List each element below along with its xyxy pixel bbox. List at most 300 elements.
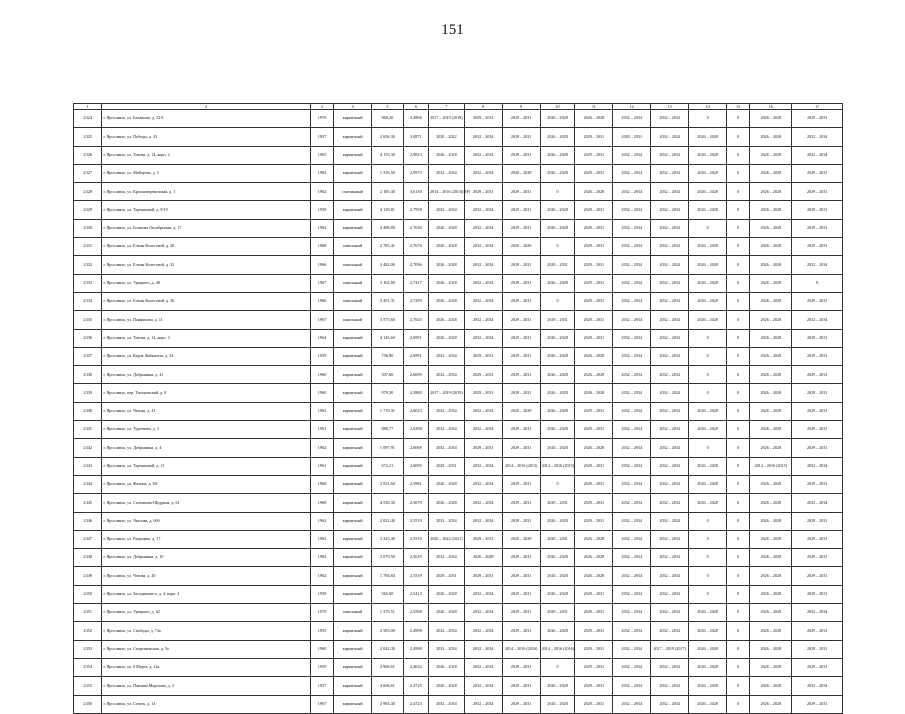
- table-cell: 2029 – 2031: [575, 640, 613, 658]
- table-cell: 0: [727, 402, 750, 420]
- table-row: [74, 402, 843, 420]
- table-cell: 2,7417: [403, 274, 428, 292]
- table-cell: 2032 – 2034: [651, 567, 689, 585]
- table-cell: 1961: [311, 457, 334, 475]
- table-cell: 2029 – 2031: [575, 585, 613, 603]
- table-cell: 2,6069: [403, 439, 428, 457]
- table-row: [74, 110, 843, 128]
- table-cell: 756,80: [372, 347, 404, 365]
- table-cell: 2345: [74, 494, 102, 512]
- table-cell: 2350: [74, 585, 102, 603]
- address-cell: г. Ярославль, ул. Титова, д. 14, корп. 3: [102, 329, 311, 347]
- table-cell: панельный: [334, 274, 372, 292]
- table-cell: 2,6991: [403, 329, 428, 347]
- address-cell: г. Ярославль, ул. Майорова, д. 5: [102, 164, 311, 182]
- table-cell: 2032 – 2034: [651, 146, 689, 164]
- table-cell: 1959: [311, 347, 334, 365]
- table-cell: 2026 – 2028: [750, 622, 792, 640]
- table-cell: 2029 – 2031: [540, 530, 575, 548]
- table-cell: 2029 – 2031: [502, 494, 540, 512]
- table-cell: 2017 – 2019 (2018): [428, 110, 464, 128]
- table-cell: 2,5519: [403, 530, 428, 548]
- table-cell: 2340: [74, 402, 102, 420]
- table-row: [74, 475, 843, 493]
- table-cell: 1970: [311, 110, 334, 128]
- table-cell: кирпичный: [334, 366, 372, 384]
- table-cell: 2026 – 2028: [750, 292, 792, 310]
- table-cell: 2032 – 2034: [428, 366, 464, 384]
- table-cell: 2336: [74, 329, 102, 347]
- table-cell: 2029 – 2031: [502, 219, 540, 237]
- table-cell: 3 225,40: [372, 530, 404, 548]
- table-cell: 2026 – 2028: [502, 402, 540, 420]
- table-cell: 2032 – 2034: [651, 347, 689, 365]
- table-cell: 0: [727, 640, 750, 658]
- table-cell: 2026 – 2028: [428, 677, 464, 695]
- table-row: [74, 494, 843, 512]
- table-cell: 2032 – 2034: [613, 146, 651, 164]
- table-cell: 2029 – 2031: [502, 183, 540, 201]
- table-cell: 2029 – 2031: [575, 146, 613, 164]
- table-cell: кирпичный: [334, 530, 372, 548]
- table-cell: 2026 – 2028: [428, 604, 464, 622]
- table-cell: 2338: [74, 366, 102, 384]
- table-cell: 2,7636: [403, 219, 428, 237]
- table-cell: 2026 – 2028: [540, 512, 575, 530]
- table-cell: 2032 – 2034: [613, 183, 651, 201]
- table-cell: 2330: [74, 219, 102, 237]
- table-cell: 2029 – 2031: [792, 329, 843, 347]
- table-row: [74, 585, 843, 603]
- table-cell: 2329: [74, 201, 102, 219]
- table-cell: кирпичный: [334, 512, 372, 530]
- table-cell: 2032 – 2034: [651, 384, 689, 402]
- table-cell: 2029 – 2031: [792, 421, 843, 439]
- header-cell: 10: [540, 104, 575, 110]
- table-cell: 2032 – 2034: [651, 238, 689, 256]
- table-cell: 2029 – 2031: [792, 384, 843, 402]
- table-cell: 2026 – 2028: [750, 219, 792, 237]
- table-cell: 2026 – 2028: [750, 567, 792, 585]
- table-cell: 2 656,30: [372, 128, 404, 146]
- table-cell: 2026 – 2028: [540, 219, 575, 237]
- table-cell: 2029 – 2031: [792, 640, 843, 658]
- table-cell: 2029 – 2031: [502, 567, 540, 585]
- table-cell: 0: [727, 494, 750, 512]
- table-cell: 0: [727, 384, 750, 402]
- address-cell: г. Ярославль, ул. Тургенева, д. 3: [102, 421, 311, 439]
- address-cell: г. Ярославль, ул. Терешковой, д. 9/19: [102, 201, 311, 219]
- address-cell: г. Ярославль, ул. Фалина, д. 8А: [102, 475, 311, 493]
- table-cell: 0: [689, 585, 727, 603]
- table-cell: 2029 – 2031: [792, 347, 843, 365]
- table-cell: кирпичный: [334, 201, 372, 219]
- table-cell: 2032 – 2034: [651, 549, 689, 567]
- table-row: [74, 256, 843, 274]
- table-cell: 2032 – 2034: [651, 366, 689, 384]
- table-cell: 2032 – 2034: [428, 402, 464, 420]
- table-cell: 0: [540, 238, 575, 256]
- table-cell: 2032 – 2034: [428, 549, 464, 567]
- table-cell: 2342: [74, 439, 102, 457]
- table-cell: 2029 – 2031: [575, 421, 613, 439]
- table-cell: 2029 – 2031: [575, 311, 613, 329]
- table-cell: кирпичный: [334, 439, 372, 457]
- table-cell: 2,4632: [403, 658, 428, 676]
- table-cell: 1962: [311, 439, 334, 457]
- table-row: [74, 677, 843, 695]
- table-cell: 2026 – 2028: [750, 128, 792, 146]
- table-cell: 4 606,61: [372, 677, 404, 695]
- table-cell: 2029 – 2031: [575, 494, 613, 512]
- table-cell: 2032 – 2034: [464, 585, 502, 603]
- table-cell: 2029 – 2031: [792, 475, 843, 493]
- table-cell: кирпичный: [334, 146, 372, 164]
- table-cell: 0: [727, 311, 750, 329]
- table-cell: 2029 – 2031: [464, 567, 502, 585]
- table-row: [74, 384, 843, 402]
- table-cell: 0: [727, 128, 750, 146]
- table-cell: 2029 – 2031: [502, 311, 540, 329]
- table-cell: 2029 – 2031: [540, 494, 575, 512]
- table-cell: 2026 – 2028: [575, 183, 613, 201]
- table-cell: 2333: [74, 274, 102, 292]
- address-cell: г. Ярославль, ул. Большая Октябрьская, д. 17: [102, 219, 311, 237]
- table-cell: 2 583,00: [372, 622, 404, 640]
- table-cell: 2032 – 2034: [613, 347, 651, 365]
- table-cell: 2029 – 2031: [575, 622, 613, 640]
- table-cell: 2026 – 2028: [750, 384, 792, 402]
- header-cell: 11: [575, 104, 613, 110]
- table-cell: 2026 – 2028: [428, 585, 464, 603]
- table-cell: 1962: [311, 164, 334, 182]
- table-cell: 2032 – 2034: [464, 677, 502, 695]
- table-cell: 2026 – 2028: [750, 238, 792, 256]
- table-cell: 2029 – 2031: [792, 238, 843, 256]
- table-cell: 3,0871: [403, 128, 428, 146]
- table-cell: 2356: [74, 695, 102, 713]
- table-cell: 2029 – 2031: [575, 256, 613, 274]
- table-cell: кирпичный: [334, 457, 372, 475]
- table-cell: 2029 – 2031: [792, 622, 843, 640]
- table-cell: 0: [689, 439, 727, 457]
- table-cell: 979,30: [372, 384, 404, 402]
- table-cell: 2026 – 2028: [750, 494, 792, 512]
- table-cell: 0: [727, 475, 750, 493]
- table-cell: 0: [540, 183, 575, 201]
- table-cell: 2029 – 2031: [502, 677, 540, 695]
- table-cell: 2026 – 2028: [428, 256, 464, 274]
- table-cell: 565,60: [372, 585, 404, 603]
- table-cell: 2029 – 2031: [502, 549, 540, 567]
- table-cell: 2026 – 2028: [428, 238, 464, 256]
- table-cell: 2026 – 2028: [575, 567, 613, 585]
- table-cell: 3,4806: [403, 110, 428, 128]
- table-cell: 2 022,40: [372, 512, 404, 530]
- table-cell: 2029 – 2031: [575, 201, 613, 219]
- table-cell: 2026 – 2028: [540, 274, 575, 292]
- table-cell: 2026 – 2028: [689, 311, 727, 329]
- header-cell: 15: [727, 104, 750, 110]
- table-cell: кирпичный: [334, 402, 372, 420]
- table-cell: 2026 – 2028: [750, 421, 792, 439]
- table-cell: 2032 – 2034: [613, 677, 651, 695]
- page-number: 151: [441, 22, 464, 38]
- table-cell: 2032 – 2034: [428, 201, 464, 219]
- table-cell: 2029 – 2031: [792, 512, 843, 530]
- table-cell: 2,7025: [403, 311, 428, 329]
- table-cell: 1964: [311, 329, 334, 347]
- table-cell: 1 097,91: [372, 439, 404, 457]
- table-cell: 2026 – 2028: [750, 366, 792, 384]
- table-cell: 2029 – 2031: [502, 146, 540, 164]
- table-cell: 0: [727, 366, 750, 384]
- table-cell: 1960: [311, 640, 334, 658]
- table-cell: 3,6130: [403, 183, 428, 201]
- table-cell: 2026 – 2028: [750, 110, 792, 128]
- table-cell: 2026 – 2028: [750, 640, 792, 658]
- table-cell: 0: [727, 658, 750, 676]
- table-cell: 2029 – 2031: [464, 366, 502, 384]
- table-cell: 2026 – 2028: [428, 329, 464, 347]
- table-cell: 2026 – 2028: [689, 622, 727, 640]
- table-cell: 2026 – 2028: [689, 128, 727, 146]
- table-cell: 2032 – 2034: [651, 219, 689, 237]
- table-cell: 2 785,41: [372, 238, 404, 256]
- table-row: [74, 622, 843, 640]
- table-row: [74, 421, 843, 439]
- table-cell: 0: [689, 347, 727, 365]
- table-cell: 2029 – 2031: [502, 421, 540, 439]
- header-cell: 9: [502, 104, 540, 110]
- table-cell: 2026 – 2028: [575, 384, 613, 402]
- table-cell: 2026 – 2028: [540, 110, 575, 128]
- table-cell: 2032 – 2034: [613, 512, 651, 530]
- table-cell: 2032 – 2034: [464, 695, 502, 713]
- table-cell: 2032 – 2034: [464, 128, 502, 146]
- table-cell: 0: [727, 567, 750, 585]
- table-cell: 2032 – 2034: [613, 640, 651, 658]
- header-cell: 5: [372, 104, 404, 110]
- table-cell: 2032 – 2034: [651, 439, 689, 457]
- table-cell: 2032 – 2034: [428, 622, 464, 640]
- table-cell: 2026 – 2028: [540, 439, 575, 457]
- table-cell: 0: [689, 384, 727, 402]
- table-cell: 2032 – 2034: [613, 329, 651, 347]
- table-cell: 2026 – 2028: [750, 549, 792, 567]
- address-cell: г. Ярославль, ул. Добрынина, д. 10: [102, 549, 311, 567]
- table-cell: 2032 – 2034: [428, 421, 464, 439]
- table-cell: панельный: [334, 238, 372, 256]
- table-cell: кирпичный: [334, 421, 372, 439]
- table-cell: 2029 – 2031: [575, 512, 613, 530]
- table-cell: 2029 – 2031: [502, 384, 540, 402]
- table-cell: 2026 – 2028: [689, 640, 727, 658]
- table-cell: кирпичный: [334, 128, 372, 146]
- table-cell: 0: [727, 219, 750, 237]
- table-row: [74, 329, 843, 347]
- table-cell: 2029 – 2031: [575, 238, 613, 256]
- table-cell: 2032 – 2034: [428, 164, 464, 182]
- table-cell: 2026 – 2028: [750, 695, 792, 713]
- table-cell: 2029 – 2031: [792, 695, 843, 713]
- table-cell: 2029 – 2031: [502, 201, 540, 219]
- table-cell: 2026 – 2028: [689, 274, 727, 292]
- table-cell: 2026 – 2028: [540, 329, 575, 347]
- table-cell: 2347: [74, 530, 102, 548]
- table-cell: 2325: [74, 128, 102, 146]
- table-cell: 2343: [74, 457, 102, 475]
- header-cell: 17: [792, 104, 843, 110]
- table-cell: 2032 – 2034: [464, 146, 502, 164]
- table-cell: 2014 – 2016 (2016): [540, 640, 575, 658]
- table-cell: 2026 – 2028: [689, 677, 727, 695]
- table-cell: 2032 – 2034: [464, 512, 502, 530]
- table-cell: 2029 – 2031: [575, 658, 613, 676]
- table-cell: 2026 – 2028: [540, 128, 575, 146]
- table-row: [74, 640, 843, 658]
- table-row: [74, 658, 843, 676]
- header-cell: 16: [750, 104, 792, 110]
- header-cell: 3: [311, 104, 334, 110]
- table-cell: 2017 – 2019 (2019): [428, 384, 464, 402]
- table-cell: кирпичный: [334, 658, 372, 676]
- table-cell: 880,77: [372, 421, 404, 439]
- table-cell: 968,20: [372, 110, 404, 128]
- table-cell: 2341: [74, 421, 102, 439]
- table-cell: 2029 – 2031: [575, 128, 613, 146]
- table-cell: 2032 – 2034: [651, 494, 689, 512]
- table-cell: 2029 – 2031: [464, 183, 502, 201]
- table-cell: 2032 – 2034: [613, 622, 651, 640]
- repair-schedule-table: [73, 103, 843, 714]
- table-cell: 2029 – 2031: [575, 604, 613, 622]
- table-cell: 2032 – 2034: [651, 585, 689, 603]
- table-cell: 1967: [311, 274, 334, 292]
- table-cell: 2026 – 2028: [689, 494, 727, 512]
- table-cell: 1966: [311, 292, 334, 310]
- table-cell: 2032 – 2034: [792, 146, 843, 164]
- table-cell: 2032 – 2034: [613, 475, 651, 493]
- table-cell: 0: [727, 585, 750, 603]
- table-cell: 2,6690: [403, 366, 428, 384]
- table-cell: 2029 – 2031: [502, 658, 540, 676]
- address-cell: г. Ярославль, ул. Салтыкова-Щедрина, д. 61: [102, 494, 311, 512]
- table-cell: 1957: [311, 128, 334, 146]
- table-cell: 1962: [311, 512, 334, 530]
- table-cell: 2029 – 2031: [540, 256, 575, 274]
- table-cell: 2029 – 2031: [792, 530, 843, 548]
- table-cell: 2026 – 2028: [750, 146, 792, 164]
- table-cell: кирпичный: [334, 585, 372, 603]
- table-cell: 2029 – 2031: [464, 110, 502, 128]
- table-cell: 2,5880: [403, 384, 428, 402]
- table-cell: 2032 – 2034: [613, 530, 651, 548]
- table-cell: 2,7676: [403, 238, 428, 256]
- table-cell: 4 153,30: [372, 146, 404, 164]
- table-cell: 0: [792, 274, 843, 292]
- table-cell: 2029 – 2031: [792, 549, 843, 567]
- table-cell: 2026 – 2028: [689, 658, 727, 676]
- table-cell: 2344: [74, 475, 102, 493]
- table-cell: 2029 – 2031: [502, 475, 540, 493]
- table-cell: 1968: [311, 475, 334, 493]
- table-cell: 2032 – 2034: [651, 292, 689, 310]
- table-cell: 2029 – 2031: [613, 128, 651, 146]
- table-cell: 2029 – 2031: [502, 366, 540, 384]
- table-cell: 2032 – 2034: [651, 274, 689, 292]
- table-cell: 2029 – 2031: [792, 402, 843, 420]
- table-cell: 2026 – 2028: [540, 146, 575, 164]
- table-cell: 2029 – 2031: [792, 110, 843, 128]
- table-cell: 0: [689, 219, 727, 237]
- table-cell: 2029 – 2031: [502, 439, 540, 457]
- table-cell: 2032 – 2034: [792, 311, 843, 329]
- table-cell: 3 575,60: [372, 311, 404, 329]
- table-cell: 0: [727, 677, 750, 695]
- table-cell: 2026 – 2028: [750, 512, 792, 530]
- table-cell: 2026 – 2028: [689, 604, 727, 622]
- table-cell: 2032 – 2034: [464, 164, 502, 182]
- table-cell: 0: [727, 530, 750, 548]
- table-cell: 2029 – 2031: [575, 219, 613, 237]
- table-cell: 2029 – 2031: [792, 183, 843, 201]
- table-row: [74, 604, 843, 622]
- table-cell: 4 145,60: [372, 329, 404, 347]
- table-row: [74, 457, 843, 475]
- table-cell: 2014 – 2016 (2016): [502, 640, 540, 658]
- address-cell: г. Ярославль, ул. Добрынина, д. 41: [102, 366, 311, 384]
- table-cell: 2032 – 2034: [651, 622, 689, 640]
- table-cell: кирпичный: [334, 549, 372, 567]
- table-cell: 2029 – 2031: [502, 622, 540, 640]
- table-cell: 2326: [74, 146, 102, 164]
- table-cell: панельный: [334, 604, 372, 622]
- table-cell: 2014 – 2016 (2015): [540, 457, 575, 475]
- table-cell: 2029 – 2031: [575, 457, 613, 475]
- table-cell: 2029 – 2031: [502, 347, 540, 365]
- table-cell: 2029 – 2031: [575, 402, 613, 420]
- table-cell: 2026 – 2028: [540, 384, 575, 402]
- table-cell: 507,60: [372, 366, 404, 384]
- table-cell: 2032 – 2034: [613, 658, 651, 676]
- table-cell: 2032 – 2034: [792, 256, 843, 274]
- table-cell: 2026 – 2028: [750, 164, 792, 182]
- table-cell: 2029 – 2031: [502, 695, 540, 713]
- header-cell: 12: [613, 104, 651, 110]
- header-cell: 1: [74, 104, 102, 110]
- table-cell: 2032 – 2034: [613, 256, 651, 274]
- table-cell: 2351: [74, 604, 102, 622]
- table-cell: 2026 – 2028: [540, 421, 575, 439]
- table-cell: 0: [727, 439, 750, 457]
- table-cell: 0: [727, 695, 750, 713]
- table-cell: 4 129,81: [372, 201, 404, 219]
- table-row: [74, 530, 843, 548]
- table-cell: 2026 – 2028: [750, 585, 792, 603]
- table-cell: 2032 – 2034: [651, 329, 689, 347]
- table-cell: 1 794,84: [372, 567, 404, 585]
- table-cell: кирпичный: [334, 164, 372, 182]
- table-cell: 2026 – 2028: [689, 238, 727, 256]
- table-cell: 2029 – 2031: [792, 366, 843, 384]
- table-cell: 0: [727, 238, 750, 256]
- table-cell: 2032 – 2034: [613, 366, 651, 384]
- table-cell: 2026 – 2028: [689, 146, 727, 164]
- table-cell: 2032 – 2034: [613, 292, 651, 310]
- table-cell: 1 370,51: [372, 604, 404, 622]
- table-cell: 2029 – 2031: [464, 347, 502, 365]
